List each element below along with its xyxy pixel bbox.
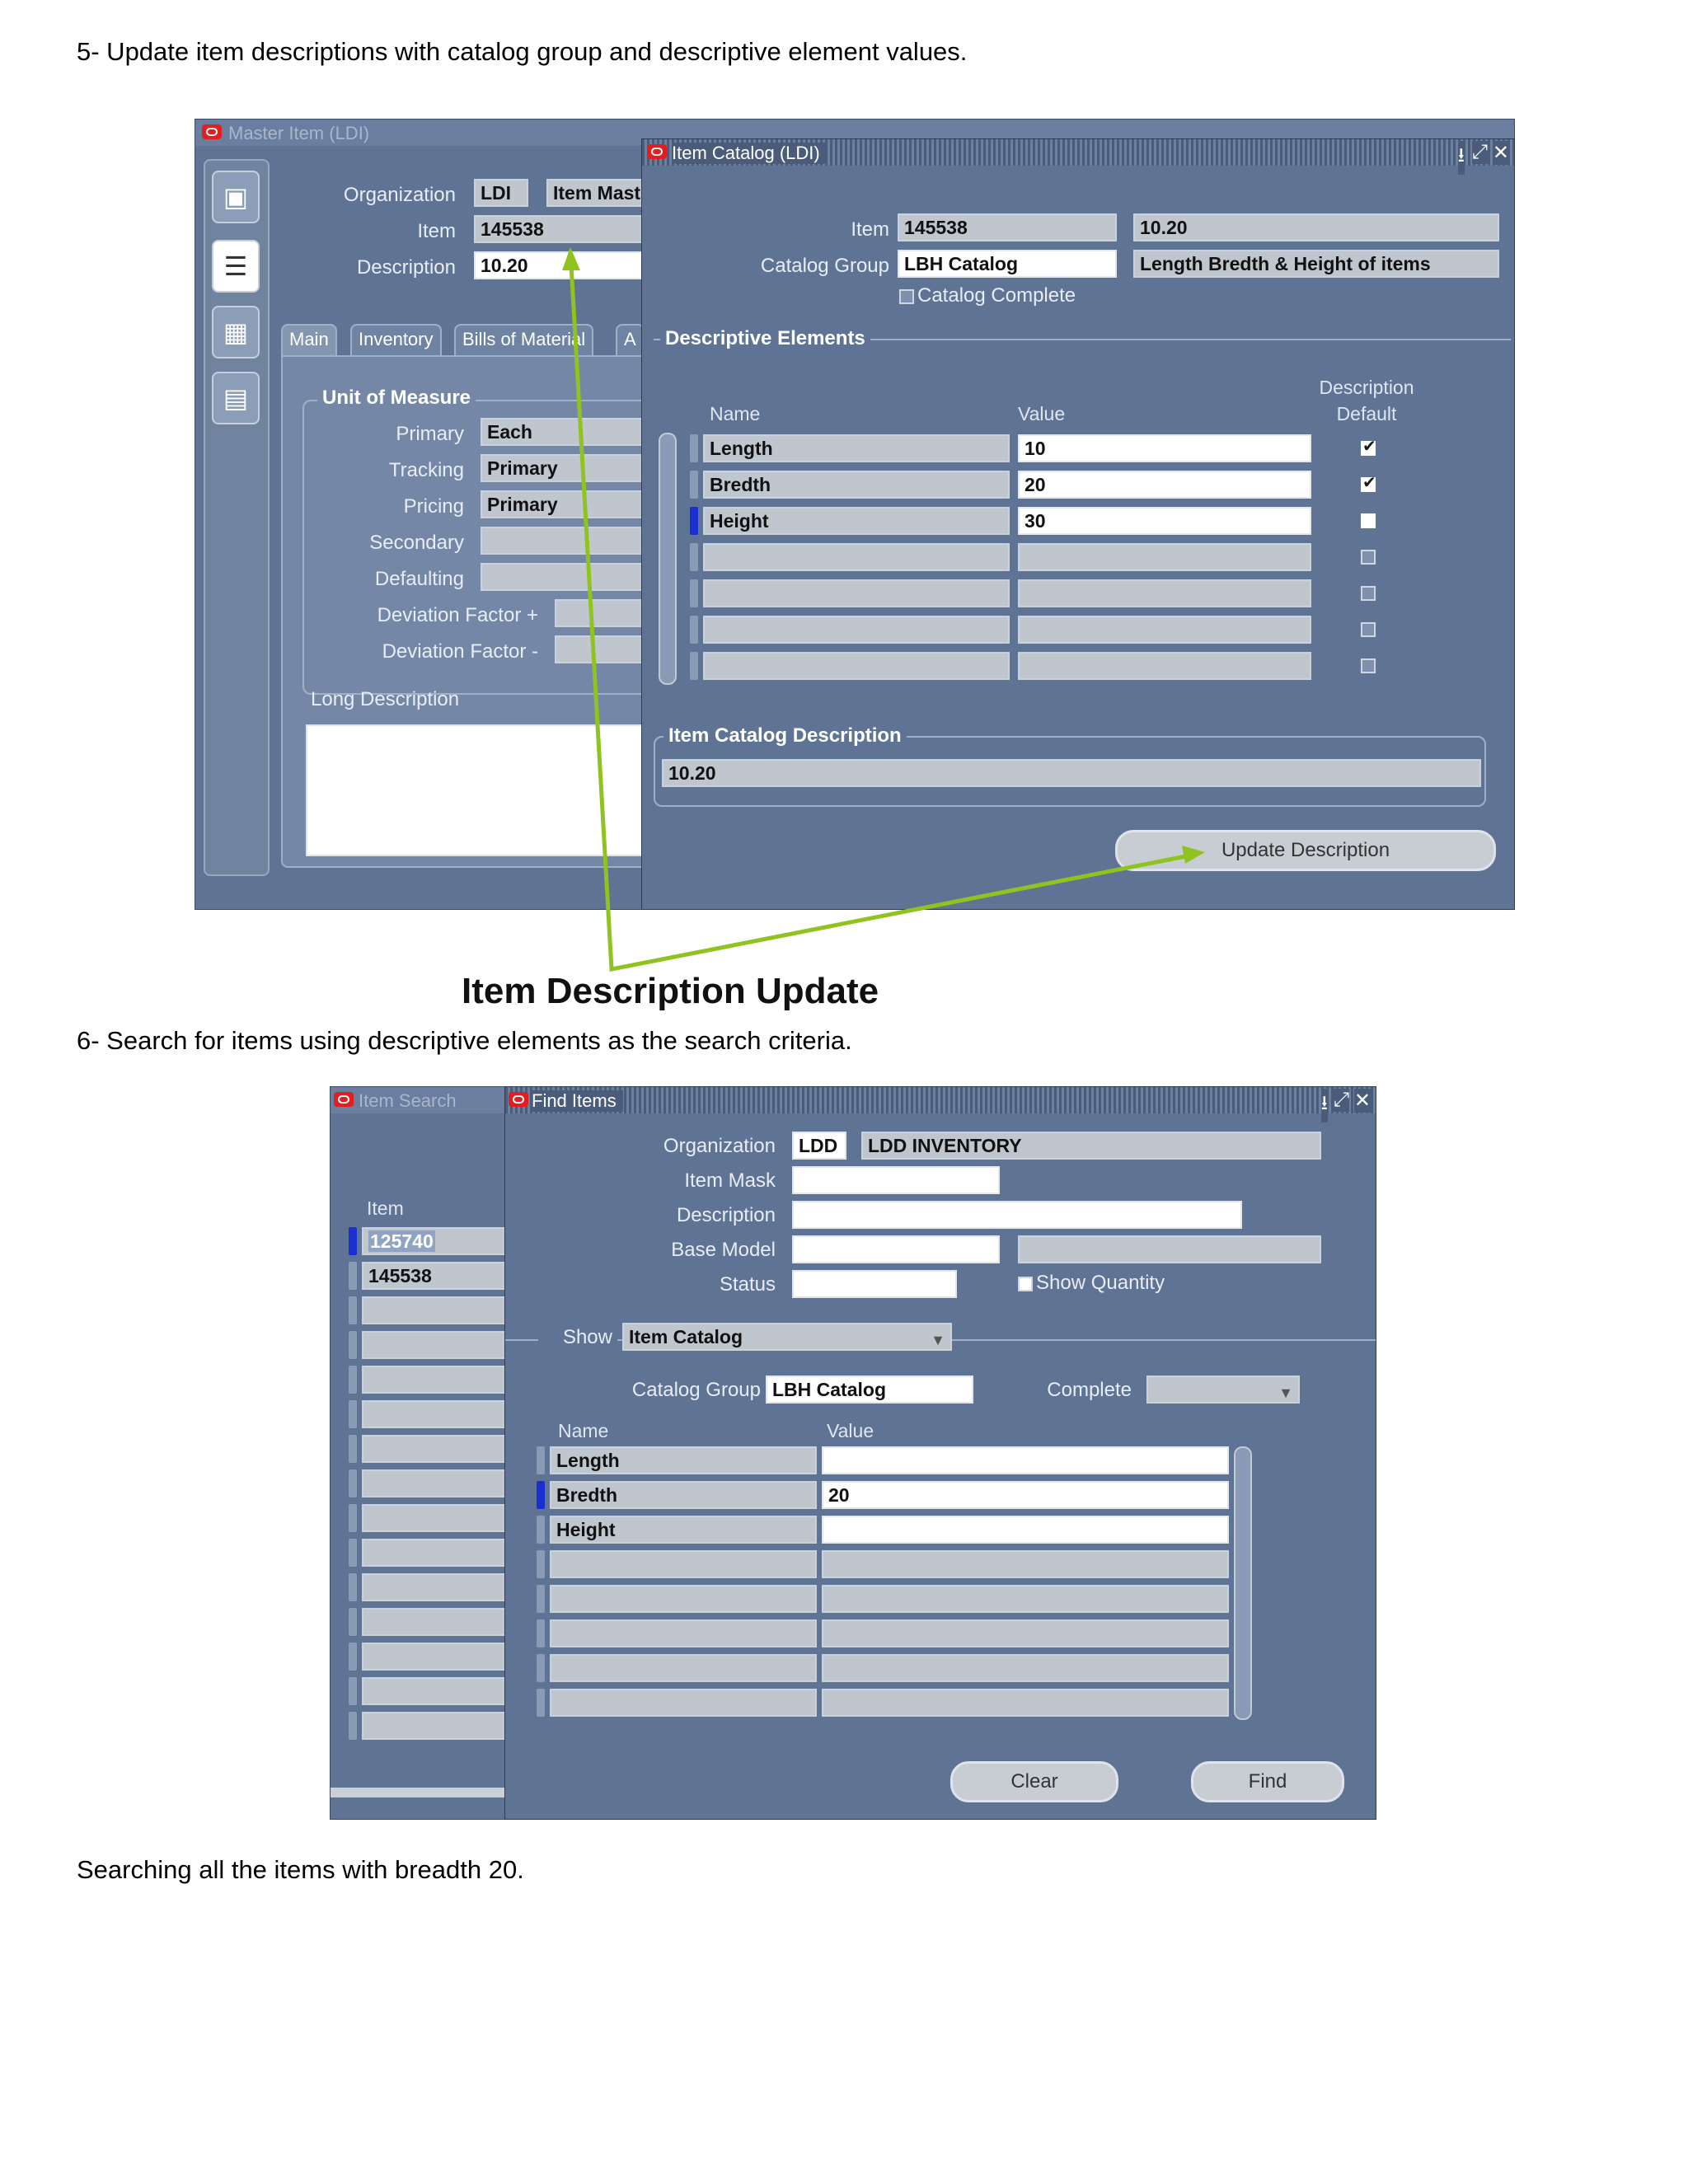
row-indicator[interactable] [537,1619,545,1647]
find-description-field[interactable] [792,1201,1242,1229]
minimize-icon[interactable]: ⭳ [1321,1089,1328,1122]
dropdown-arrow-icon: ▼ [931,1332,945,1348]
list-item[interactable] [362,1573,518,1601]
find-element-value-cell[interactable] [822,1689,1229,1717]
row-indicator[interactable] [537,1585,545,1613]
find-catalog-group-label: Catalog Group [631,1379,761,1401]
pricing-label: Pricing [403,495,464,518]
check-icon: ✔ [1362,438,1376,456]
screenshot-1 [195,119,1513,908]
row-indicator[interactable] [349,1366,357,1394]
master-item-title: Master Item (LDI) [228,123,376,144]
row-indicator[interactable] [537,1689,545,1717]
row-indicator[interactable] [349,1677,357,1705]
item-label: Item [417,220,456,242]
row-indicator[interactable] [349,1469,357,1497]
footer-text: Searching all the items with breadth 20. [77,1855,524,1884]
list-item[interactable] [362,1296,518,1324]
list-item[interactable] [362,1643,518,1671]
item-catalog-title: Item Catalog (LDI) [672,143,827,164]
find-organization-field[interactable]: LDD [792,1132,846,1160]
organization-label: Organization [343,184,456,206]
organization-name-field[interactable]: Item Mast [546,179,678,207]
current-row-indicator[interactable] [349,1227,357,1255]
caption-item-description-update: Item Description Update [462,971,879,1011]
base-model-desc-field[interactable] [1018,1235,1321,1263]
catalog-item-label: Item [851,218,889,241]
col-value-header: Value [1018,403,1066,424]
find-element-name-cell[interactable] [550,1619,817,1647]
find-element-name-cell[interactable] [550,1689,817,1717]
list-item[interactable] [362,1608,518,1636]
secondary-label: Secondary [369,532,464,554]
find-items-window[interactable] [504,1086,1376,1820]
element-value-cell[interactable]: 10 [1018,434,1311,462]
col-name-header: Name [710,403,761,424]
list-item[interactable] [362,1504,518,1532]
find-element-name-cell[interactable]: Height [550,1516,817,1544]
tab-bills-of-material[interactable]: Bills of Material [454,324,593,355]
find-elements-scrollbar[interactable] [1234,1446,1252,1720]
find-element-value-cell[interactable] [822,1585,1229,1613]
arrow-head-right [1182,846,1205,864]
catalog-group-field[interactable]: LBH Catalog [898,250,1117,278]
list-item[interactable] [362,1677,518,1705]
list-icon[interactable]: ☰ [212,240,260,293]
tab-a[interactable]: A [616,324,645,355]
minimize-icon[interactable]: ⭳ [1458,141,1465,175]
find-element-value-cell[interactable] [822,1619,1229,1647]
update-description-button[interactable]: Update Description [1115,830,1496,871]
find-description-label: Description [676,1204,776,1226]
row-indicator[interactable] [349,1573,357,1601]
tab-inventory[interactable]: Inventory [350,324,442,355]
current-row-indicator[interactable] [537,1481,545,1509]
organization-field[interactable]: LDI [474,179,528,207]
screenshot-2 [330,1086,1375,1818]
find-button[interactable]: Find [1191,1761,1344,1802]
row-indicator[interactable] [349,1435,357,1463]
dropdown-arrow-icon: ▼ [1278,1385,1293,1401]
find-catalog-group-field[interactable]: LBH Catalog [766,1376,973,1404]
row-indicator[interactable] [537,1446,545,1474]
element-name-cell[interactable]: Bredth [703,471,1010,499]
primary-label: Primary [396,423,464,445]
maximize-icon[interactable]: ⤢ [1333,1089,1349,1111]
find-element-value-cell[interactable] [822,1550,1229,1578]
find-element-name-cell[interactable] [550,1585,817,1613]
status-label: Status [719,1273,776,1296]
green-arrow-line [570,251,1198,969]
show-select[interactable] [622,1323,952,1351]
list-item[interactable] [362,1469,518,1497]
check-icon: ✔ [1362,474,1376,492]
find-element-name-cell[interactable]: Length [550,1446,817,1474]
documents-icon[interactable]: ▤ [212,372,260,424]
row-indicator[interactable] [349,1262,357,1290]
oracle-logo-icon [509,1092,528,1107]
row-indicator[interactable] [349,1643,357,1671]
row-indicator[interactable] [349,1539,357,1567]
catalog-desc-header: Item Catalog Description [663,724,907,748]
element-value-cell[interactable]: 20 [1018,471,1311,499]
description-label: Description [356,256,456,279]
catalog-group-desc-field[interactable]: Length Bredth & Height of items [1133,250,1499,278]
step6-text: 6- Search for items using descriptive elements as the search criteria. [77,1026,852,1055]
find-element-name-cell[interactable] [550,1654,817,1682]
tracking-label: Tracking [388,459,464,481]
complete-label: Complete [1047,1379,1132,1401]
long-description-label: Long Description [311,688,460,710]
catalog-group-label: Catalog Group [760,255,889,277]
catalog-item-desc-field[interactable]: 10.20 [1133,213,1499,241]
complete-select[interactable] [1146,1376,1300,1404]
arrow-head-up [562,247,580,270]
col-desc-default-header-1: Description [1319,377,1414,398]
item-field[interactable]: 145538 [474,215,680,243]
row-indicator[interactable] [349,1400,357,1428]
list-item[interactable] [362,1712,518,1740]
oracle-logo-icon [334,1092,354,1107]
find-element-value-cell[interactable]: 20 [822,1481,1229,1509]
organizations-icon[interactable]: ▦ [212,306,260,359]
deviation-plus-label: Deviation Factor + [377,604,538,626]
base-model-field[interactable] [792,1235,1000,1263]
step5-text: 5- Update item descriptions with catalog group and descriptive element values. [77,37,968,66]
row-indicator[interactable] [537,1516,545,1544]
maximize-icon[interactable]: ⤢ [1471,141,1488,163]
list-item[interactable]: 145538 [362,1262,518,1290]
description-field[interactable]: 10.20 [474,251,680,279]
row-indicator[interactable] [349,1504,357,1532]
row-indicator[interactable] [349,1296,357,1324]
show-select-value: Item Catalog [629,1326,743,1347]
find-element-name-cell[interactable] [550,1550,817,1578]
element-name-cell[interactable]: Height [703,507,1010,535]
find-element-value-cell[interactable] [822,1446,1229,1474]
selected-item-text: 125740 [370,1230,434,1252]
find-col-name-header: Name [558,1420,609,1441]
row-indicator[interactable] [349,1331,357,1359]
catalog-complete-label: Catalog Complete [917,284,1076,307]
list-item[interactable] [362,1227,518,1255]
find-items-title: Find Items [532,1090,623,1112]
item-mask-label: Item Mask [684,1169,776,1192]
item-column-header: Item [367,1197,404,1219]
element-value-cell[interactable]: 30 [1018,507,1311,535]
deviation-minus-label: Deviation Factor - [382,640,538,663]
status-field[interactable] [792,1270,957,1298]
tab-main[interactable]: Main [281,324,337,355]
close-icon[interactable]: ✕ [1492,142,1509,164]
row-indicator[interactable] [349,1608,357,1636]
find-organization-label: Organization [663,1135,776,1157]
descriptive-elements-header: Descriptive Elements [660,327,870,350]
annotation-arrows [195,119,1513,1025]
list-item[interactable] [362,1435,518,1463]
show-quantity-checkbox[interactable] [1018,1277,1033,1291]
find-element-value-cell[interactable] [822,1654,1229,1682]
list-item[interactable] [362,1400,518,1428]
item-search-title: Item Search [359,1090,463,1112]
close-icon[interactable]: ✕ [1353,1090,1371,1112]
row-indicator[interactable] [537,1550,545,1578]
primary-field[interactable]: Each [481,418,687,446]
item-mask-field[interactable] [792,1166,1000,1194]
row-indicator[interactable] [349,1712,357,1740]
show-label: Show [538,1326,617,1349]
catalog-item-field[interactable]: 145538 [898,213,1117,241]
list-item[interactable] [362,1539,518,1567]
tracking-field[interactable]: Primary [481,454,687,482]
item-attributes-icon[interactable]: ▣ [212,171,260,223]
find-organization-name-field[interactable]: LDD INVENTORY [861,1132,1321,1160]
element-name-cell[interactable]: Length [703,434,1010,462]
item-search-hscrollbar[interactable] [331,1788,528,1797]
show-quantity-label: Show Quantity [1036,1272,1165,1294]
list-item[interactable] [362,1366,518,1394]
find-items-titlebar[interactable] [505,1087,1376,1113]
find-element-name-cell[interactable]: Bredth [550,1481,817,1509]
find-element-value-cell[interactable] [822,1516,1229,1544]
catalog-desc-field[interactable]: 10.20 [662,759,1481,787]
clear-button[interactable]: Clear [950,1761,1118,1802]
find-col-value-header: Value [827,1420,874,1441]
list-item[interactable] [362,1331,518,1359]
base-model-label: Base Model [671,1239,776,1261]
uom-header: Unit of Measure [317,387,476,410]
col-desc-default-header-2: Default [1336,403,1397,424]
row-indicator[interactable] [537,1654,545,1682]
defaulting-label: Defaulting [374,568,464,590]
pricing-field[interactable]: Primary [481,490,687,518]
